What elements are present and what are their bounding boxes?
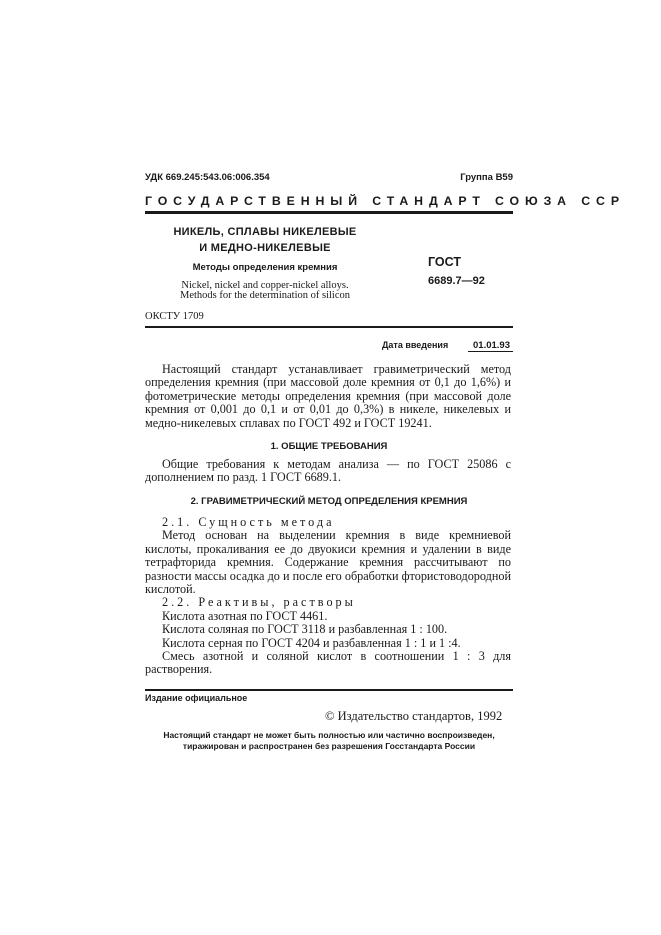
- english-title-line-2: Methods for the determination of silicon: [179, 290, 350, 301]
- standard-banner: ГОСУДАРСТВЕННЫЙ СТАНДАРТ СОЮЗА ССР: [145, 194, 625, 208]
- reagent-item: Кислота соляная по ГОСТ 3118 и разбавленная 1 : 100.: [162, 622, 448, 637]
- copyright-icon: ©: [325, 709, 335, 723]
- group-code: Группа В59: [460, 172, 513, 183]
- udk-code: УДК 669.245:543.06:006.354: [145, 172, 270, 183]
- intro-paragraph: Настоящий стандарт устанавливает гравиметрический метод определения кремния (при массовой доле кремния от 0,1 до 1,6%) и фотометрические методы определения кремния (при массовой доле кремния от 0,001 до 0,1 и от 0,01 до 0,3%) в никеле, никелевых и медно-никелевых сплавах по ГОСТ 492 и ГОСТ 19241.: [145, 362, 511, 430]
- gost-number: 6689.7—92: [428, 275, 485, 287]
- footer-rule: [145, 689, 513, 691]
- english-title-line-1: Nickel, nickel and copper-nickel alloys.: [181, 280, 349, 291]
- sub1-text: Метод основан на выделении кремния в виде кремниевой кислоты, прокаливания ее до двуокиси кремния и удалении в виде тетрафторида кремния. Содержание кремния рассчитывают по разности массы осадка до и после его обработки фтористоводородной кислотой.: [145, 528, 511, 597]
- section1-heading: 1. ОБЩИЕ ТРЕБОВАНИЯ: [270, 441, 388, 452]
- official-edition: Издание официальное: [145, 693, 248, 703]
- section2-heading: 2. ГРАВИМЕТРИЧЕСКИЙ МЕТОД ОПРЕДЕЛЕНИЯ КРЕМНИЯ: [190, 496, 468, 507]
- subtitle-methods: Методы определения кремния: [192, 262, 338, 273]
- sub1-heading: 2.1. Сущность метода: [162, 515, 335, 529]
- notice-line-2: тиражирован и распространен без разрешения Госстандарта России: [182, 741, 476, 751]
- date-intro-value: 01.01.93: [473, 340, 510, 351]
- okstu-rule: [145, 326, 513, 328]
- banner-rule: [145, 211, 513, 214]
- gost-label: ГОСТ: [428, 255, 461, 269]
- copyright-text: Издательство стандартов, 1992: [337, 709, 503, 723]
- date-intro-label: Дата введения: [382, 340, 449, 350]
- date-underline: [468, 351, 513, 352]
- section2-body: [145, 516, 511, 677]
- title-line-1: НИКЕЛЬ, СПЛАВЫ НИКЕЛЕВЫЕ: [173, 226, 357, 238]
- notice-line-1: Настоящий стандарт не может быть полностью или частично воспроизведен,: [163, 730, 495, 740]
- section1-body: [145, 458, 511, 485]
- section1-text: Общие требования к методам анализа — по ГОСТ 25086 с дополнением по разд. 1 ГОСТ 6689.1.: [145, 457, 511, 485]
- okstu-code: ОКСТУ 1709: [145, 311, 204, 322]
- intro-paragraph-block: [145, 363, 511, 430]
- reagent-item: Кислота серная по ГОСТ 4204 и разбавленная 1 : 1 и 1 :4.: [162, 635, 461, 650]
- mix-text: Смесь азотной и соляной кислот в соотношении 1 : 3 для растворения.: [145, 649, 511, 677]
- title-line-2: И МЕДНО-НИКЕЛЕВЫЕ: [199, 242, 331, 254]
- sub2-heading: 2.2. Реактивы, растворы: [162, 595, 356, 610]
- copyright-line: [325, 709, 502, 724]
- reagent-item: Кислота азотная по ГОСТ 4461.: [162, 608, 328, 623]
